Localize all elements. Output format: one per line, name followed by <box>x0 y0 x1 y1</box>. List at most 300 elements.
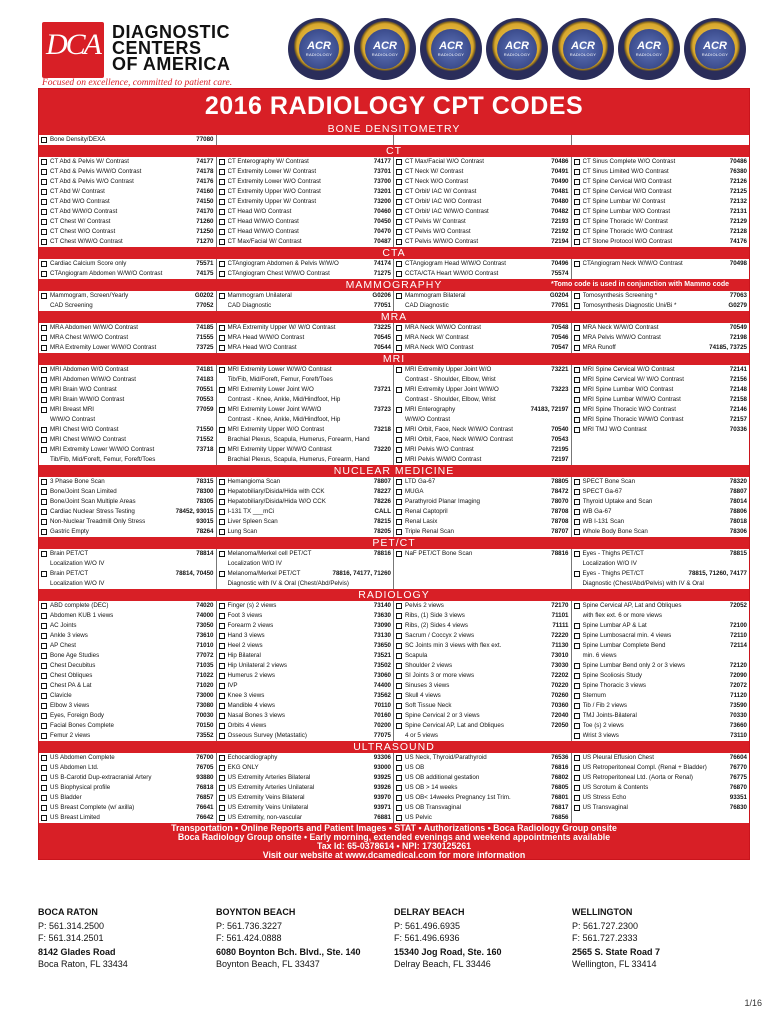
procedure-row[interactable] <box>39 773 216 783</box>
procedure-checkbox[interactable] <box>41 733 47 739</box>
procedure-row[interactable] <box>39 269 216 279</box>
procedure-row[interactable] <box>39 517 216 527</box>
procedure-checkbox[interactable] <box>41 785 47 791</box>
procedure-checkbox[interactable] <box>396 509 402 515</box>
procedure-checkbox[interactable] <box>219 271 225 277</box>
procedure-checkbox[interactable] <box>396 499 402 505</box>
procedure-row[interactable] <box>572 569 750 579</box>
procedure-checkbox[interactable] <box>396 189 402 195</box>
procedure-checkbox[interactable] <box>41 765 47 771</box>
procedure-checkbox[interactable] <box>219 529 225 535</box>
procedure-checkbox[interactable] <box>574 529 580 535</box>
procedure-checkbox[interactable] <box>219 325 225 331</box>
procedure-row[interactable] <box>572 227 750 237</box>
procedure-row[interactable] <box>572 517 750 527</box>
procedure-checkbox[interactable] <box>219 785 225 791</box>
procedure-checkbox[interactable] <box>41 775 47 781</box>
procedure-row[interactable] <box>572 621 750 631</box>
procedure-row[interactable] <box>572 415 750 425</box>
procedure-checkbox[interactable] <box>574 345 580 351</box>
procedure-row[interactable] <box>217 237 394 247</box>
procedure-checkbox[interactable] <box>41 293 47 299</box>
procedure-checkbox[interactable] <box>41 479 47 485</box>
procedure-row[interactable] <box>572 601 750 611</box>
procedure-checkbox[interactable] <box>396 551 402 557</box>
procedure-row[interactable] <box>572 711 750 721</box>
procedure-checkbox[interactable] <box>41 229 47 235</box>
procedure-row[interactable] <box>394 497 571 507</box>
procedure-row[interactable] <box>217 701 394 711</box>
procedure-row[interactable] <box>217 323 394 333</box>
procedure-checkbox[interactable] <box>574 499 580 505</box>
procedure-row[interactable] <box>217 333 394 343</box>
procedure-checkbox[interactable] <box>396 159 402 165</box>
procedure-checkbox[interactable] <box>574 723 580 729</box>
procedure-row[interactable] <box>39 187 216 197</box>
procedure-row[interactable] <box>572 237 750 247</box>
procedure-checkbox[interactable] <box>396 643 402 649</box>
procedure-checkbox[interactable] <box>574 509 580 515</box>
procedure-row[interactable] <box>39 207 216 217</box>
procedure-row[interactable] <box>572 217 750 227</box>
procedure-checkbox[interactable] <box>574 199 580 205</box>
procedure-checkbox[interactable] <box>219 571 225 577</box>
procedure-checkbox[interactable] <box>41 397 47 403</box>
procedure-row[interactable] <box>394 803 571 813</box>
procedure-row[interactable] <box>217 631 394 641</box>
procedure-row[interactable] <box>572 527 750 537</box>
procedure-checkbox[interactable] <box>396 447 402 453</box>
procedure-row[interactable] <box>572 333 750 343</box>
procedure-row[interactable] <box>572 375 750 385</box>
procedure-checkbox[interactable] <box>574 805 580 811</box>
procedure-checkbox[interactable] <box>574 367 580 373</box>
procedure-checkbox[interactable] <box>396 387 402 393</box>
procedure-checkbox[interactable] <box>219 723 225 729</box>
procedure-row[interactable] <box>217 157 394 167</box>
procedure-row[interactable] <box>572 177 750 187</box>
procedure-checkbox[interactable] <box>219 755 225 761</box>
procedure-checkbox[interactable] <box>396 457 402 463</box>
procedure-checkbox[interactable] <box>41 261 47 267</box>
procedure-row[interactable] <box>394 517 571 527</box>
procedure-checkbox[interactable] <box>219 179 225 185</box>
procedure-row[interactable] <box>217 259 394 269</box>
procedure-row[interactable] <box>39 611 216 621</box>
procedure-checkbox[interactable] <box>396 407 402 413</box>
procedure-row[interactable] <box>394 507 571 517</box>
procedure-row[interactable] <box>394 177 571 187</box>
procedure-checkbox[interactable] <box>219 479 225 485</box>
procedure-checkbox[interactable] <box>219 653 225 659</box>
procedure-checkbox[interactable] <box>219 499 225 505</box>
procedure-row[interactable] <box>217 721 394 731</box>
procedure-checkbox[interactable] <box>219 239 225 245</box>
procedure-checkbox[interactable] <box>41 693 47 699</box>
procedure-row[interactable] <box>572 301 750 311</box>
procedure-row[interactable] <box>394 259 571 269</box>
procedure-row[interactable] <box>217 405 394 415</box>
procedure-checkbox[interactable] <box>219 169 225 175</box>
procedure-row[interactable] <box>217 507 394 517</box>
procedure-checkbox[interactable] <box>396 489 402 495</box>
procedure-row[interactable] <box>394 773 571 783</box>
procedure-row[interactable] <box>39 651 216 661</box>
procedure-checkbox[interactable] <box>219 683 225 689</box>
procedure-checkbox[interactable] <box>396 479 402 485</box>
procedure-row[interactable] <box>39 291 216 301</box>
procedure-row[interactable] <box>572 405 750 415</box>
procedure-checkbox[interactable] <box>574 397 580 403</box>
procedure-row[interactable] <box>217 549 394 559</box>
procedure-checkbox[interactable] <box>41 673 47 679</box>
procedure-row[interactable] <box>572 187 750 197</box>
procedure-row[interactable] <box>217 385 394 395</box>
procedure-row[interactable] <box>572 207 750 217</box>
procedure-row[interactable] <box>39 167 216 177</box>
procedure-checkbox[interactable] <box>396 703 402 709</box>
procedure-checkbox[interactable] <box>574 209 580 215</box>
procedure-checkbox[interactable] <box>396 199 402 205</box>
procedure-row[interactable] <box>394 291 571 301</box>
procedure-row[interactable] <box>39 631 216 641</box>
procedure-row[interactable] <box>39 435 216 445</box>
procedure-row[interactable] <box>572 497 750 507</box>
procedure-checkbox[interactable] <box>219 663 225 669</box>
procedure-row[interactable] <box>217 187 394 197</box>
procedure-row[interactable] <box>394 365 571 375</box>
procedure-row[interactable] <box>217 803 394 813</box>
procedure-row[interactable] <box>39 621 216 631</box>
procedure-row[interactable] <box>394 793 571 803</box>
procedure-checkbox[interactable] <box>574 571 580 577</box>
procedure-checkbox[interactable] <box>41 179 47 185</box>
procedure-checkbox[interactable] <box>41 703 47 709</box>
procedure-row[interactable] <box>217 477 394 487</box>
procedure-checkbox[interactable] <box>574 673 580 679</box>
procedure-checkbox[interactable] <box>219 293 225 299</box>
procedure-checkbox[interactable] <box>41 653 47 659</box>
procedure-checkbox[interactable] <box>41 509 47 515</box>
procedure-checkbox[interactable] <box>219 733 225 739</box>
procedure-checkbox[interactable] <box>396 713 402 719</box>
procedure-row[interactable] <box>217 425 394 435</box>
procedure-checkbox[interactable] <box>41 427 47 433</box>
procedure-row[interactable] <box>394 487 571 497</box>
procedure-checkbox[interactable] <box>41 499 47 505</box>
procedure-checkbox[interactable] <box>41 633 47 639</box>
procedure-checkbox[interactable] <box>396 693 402 699</box>
procedure-checkbox[interactable] <box>396 785 402 791</box>
procedure-row[interactable] <box>572 487 750 497</box>
procedure-checkbox[interactable] <box>396 427 402 433</box>
procedure-row[interactable] <box>39 661 216 671</box>
procedure-row[interactable] <box>217 269 394 279</box>
procedure-checkbox[interactable] <box>41 643 47 649</box>
procedure-checkbox[interactable] <box>219 519 225 525</box>
procedure-checkbox[interactable] <box>396 755 402 761</box>
procedure-row[interactable] <box>39 323 216 333</box>
procedure-row[interactable] <box>394 691 571 701</box>
procedure-row[interactable] <box>394 445 571 455</box>
procedure-checkbox[interactable] <box>574 693 580 699</box>
procedure-checkbox[interactable] <box>219 189 225 195</box>
procedure-checkbox[interactable] <box>574 427 580 433</box>
procedure-checkbox[interactable] <box>41 335 47 341</box>
procedure-row[interactable] <box>394 217 571 227</box>
procedure-row[interactable] <box>39 793 216 803</box>
procedure-checkbox[interactable] <box>41 529 47 535</box>
procedure-row[interactable] <box>394 425 571 435</box>
procedure-row[interactable] <box>394 435 571 445</box>
procedure-checkbox[interactable] <box>219 815 225 821</box>
procedure-checkbox[interactable] <box>396 673 402 679</box>
procedure-row[interactable] <box>394 187 571 197</box>
procedure-checkbox[interactable] <box>41 367 47 373</box>
procedure-checkbox[interactable] <box>574 795 580 801</box>
procedure-row[interactable] <box>39 197 216 207</box>
procedure-checkbox[interactable] <box>396 603 402 609</box>
procedure-row[interactable] <box>394 385 571 395</box>
procedure-row[interactable] <box>39 803 216 813</box>
procedure-row[interactable] <box>572 157 750 167</box>
procedure-row[interactable] <box>572 661 750 671</box>
procedure-checkbox[interactable] <box>574 623 580 629</box>
procedure-checkbox[interactable] <box>396 367 402 373</box>
procedure-row[interactable] <box>39 813 216 823</box>
procedure-checkbox[interactable] <box>574 551 580 557</box>
procedure-checkbox[interactable] <box>574 713 580 719</box>
procedure-checkbox[interactable] <box>396 293 402 299</box>
procedure-row[interactable] <box>572 753 750 763</box>
procedure-checkbox[interactable] <box>219 703 225 709</box>
procedure-row[interactable] <box>394 631 571 641</box>
procedure-checkbox[interactable] <box>219 713 225 719</box>
procedure-checkbox[interactable] <box>574 785 580 791</box>
procedure-row[interactable] <box>217 813 394 823</box>
procedure-row[interactable] <box>39 549 216 559</box>
procedure-row[interactable] <box>39 527 216 537</box>
procedure-checkbox[interactable] <box>41 345 47 351</box>
procedure-checkbox[interactable] <box>574 489 580 495</box>
procedure-row[interactable] <box>217 773 394 783</box>
procedure-checkbox[interactable] <box>396 239 402 245</box>
procedure-checkbox[interactable] <box>574 633 580 639</box>
procedure-checkbox[interactable] <box>41 159 47 165</box>
procedure-checkbox[interactable] <box>41 169 47 175</box>
procedure-checkbox[interactable] <box>219 387 225 393</box>
procedure-row[interactable] <box>39 259 216 269</box>
procedure-checkbox[interactable] <box>396 437 402 443</box>
procedure-checkbox[interactable] <box>574 417 580 423</box>
procedure-checkbox[interactable] <box>574 663 580 669</box>
procedure-row[interactable] <box>217 783 394 793</box>
procedure-row[interactable] <box>394 701 571 711</box>
procedure-checkbox[interactable] <box>41 489 47 495</box>
procedure-checkbox[interactable] <box>574 643 580 649</box>
procedure-row[interactable] <box>572 773 750 783</box>
procedure-row[interactable] <box>572 365 750 375</box>
procedure-row[interactable] <box>394 227 571 237</box>
procedure-row[interactable] <box>217 651 394 661</box>
procedure-row[interactable] <box>217 167 394 177</box>
procedure-row[interactable] <box>39 227 216 237</box>
procedure-checkbox[interactable] <box>396 775 402 781</box>
procedure-row[interactable] <box>394 405 571 415</box>
procedure-checkbox[interactable] <box>41 447 47 453</box>
procedure-checkbox[interactable] <box>574 229 580 235</box>
procedure-row[interactable] <box>217 207 394 217</box>
procedure-checkbox[interactable] <box>219 219 225 225</box>
procedure-checkbox[interactable] <box>396 633 402 639</box>
procedure-row[interactable] <box>217 711 394 721</box>
procedure-checkbox[interactable] <box>574 755 580 761</box>
procedure-checkbox[interactable] <box>219 335 225 341</box>
procedure-row[interactable] <box>39 157 216 167</box>
procedure-checkbox[interactable] <box>219 229 225 235</box>
procedure-row[interactable] <box>217 731 394 741</box>
procedure-row[interactable] <box>394 621 571 631</box>
procedure-row[interactable] <box>572 701 750 711</box>
procedure-checkbox[interactable] <box>574 169 580 175</box>
procedure-checkbox[interactable] <box>396 261 402 267</box>
procedure-row[interactable] <box>394 721 571 731</box>
procedure-row[interactable] <box>39 425 216 435</box>
procedure-checkbox[interactable] <box>396 683 402 689</box>
procedure-row[interactable] <box>572 425 750 435</box>
procedure-row[interactable] <box>217 487 394 497</box>
procedure-checkbox[interactable] <box>396 179 402 185</box>
procedure-row[interactable] <box>217 527 394 537</box>
procedure-checkbox[interactable] <box>396 335 402 341</box>
procedure-row[interactable] <box>572 343 750 353</box>
procedure-row[interactable] <box>217 197 394 207</box>
procedure-row[interactable] <box>39 135 216 145</box>
procedure-checkbox[interactable] <box>396 653 402 659</box>
procedure-checkbox[interactable] <box>41 271 47 277</box>
procedure-row[interactable] <box>39 497 216 507</box>
procedure-row[interactable] <box>394 813 571 823</box>
procedure-row[interactable] <box>394 611 571 621</box>
procedure-row[interactable] <box>394 237 571 247</box>
procedure-row[interactable] <box>572 763 750 773</box>
procedure-row[interactable] <box>394 527 571 537</box>
procedure-row[interactable] <box>39 395 216 405</box>
procedure-checkbox[interactable] <box>396 345 402 351</box>
procedure-checkbox[interactable] <box>574 603 580 609</box>
procedure-checkbox[interactable] <box>41 387 47 393</box>
procedure-row[interactable] <box>217 681 394 691</box>
procedure-row[interactable] <box>39 217 216 227</box>
procedure-row[interactable] <box>572 197 750 207</box>
procedure-checkbox[interactable] <box>396 613 402 619</box>
procedure-row[interactable] <box>39 405 216 415</box>
procedure-checkbox[interactable] <box>574 775 580 781</box>
procedure-checkbox[interactable] <box>219 693 225 699</box>
procedure-checkbox[interactable] <box>396 723 402 729</box>
procedure-checkbox[interactable] <box>41 437 47 443</box>
procedure-checkbox[interactable] <box>574 335 580 341</box>
procedure-row[interactable] <box>572 291 750 301</box>
procedure-row[interactable] <box>572 477 750 487</box>
procedure-row[interactable] <box>39 569 216 579</box>
procedure-row[interactable] <box>394 323 571 333</box>
procedure-checkbox[interactable] <box>219 633 225 639</box>
procedure-row[interactable] <box>217 343 394 353</box>
procedure-row[interactable] <box>394 343 571 353</box>
procedure-row[interactable] <box>217 691 394 701</box>
procedure-checkbox[interactable] <box>219 603 225 609</box>
procedure-checkbox[interactable] <box>574 219 580 225</box>
procedure-row[interactable] <box>572 507 750 517</box>
procedure-row[interactable] <box>394 681 571 691</box>
procedure-checkbox[interactable] <box>219 489 225 495</box>
procedure-row[interactable] <box>39 731 216 741</box>
procedure-checkbox[interactable] <box>574 293 580 299</box>
procedure-checkbox[interactable] <box>396 623 402 629</box>
procedure-checkbox[interactable] <box>219 795 225 801</box>
procedure-checkbox[interactable] <box>219 407 225 413</box>
procedure-row[interactable] <box>217 621 394 631</box>
procedure-row[interactable] <box>39 333 216 343</box>
procedure-checkbox[interactable] <box>219 427 225 433</box>
procedure-checkbox[interactable] <box>41 623 47 629</box>
procedure-row[interactable] <box>39 763 216 773</box>
procedure-checkbox[interactable] <box>574 387 580 393</box>
procedure-checkbox[interactable] <box>219 613 225 619</box>
procedure-checkbox[interactable] <box>574 303 580 309</box>
procedure-checkbox[interactable] <box>41 219 47 225</box>
procedure-checkbox[interactable] <box>41 551 47 557</box>
procedure-checkbox[interactable] <box>41 723 47 729</box>
procedure-checkbox[interactable] <box>574 261 580 267</box>
procedure-row[interactable] <box>39 753 216 763</box>
procedure-row[interactable] <box>394 477 571 487</box>
procedure-checkbox[interactable] <box>41 407 47 413</box>
procedure-checkbox[interactable] <box>219 623 225 629</box>
procedure-row[interactable] <box>217 227 394 237</box>
procedure-row[interactable] <box>39 365 216 375</box>
procedure-row[interactable] <box>39 487 216 497</box>
procedure-checkbox[interactable] <box>41 239 47 245</box>
procedure-row[interactable] <box>217 611 394 621</box>
procedure-row[interactable] <box>39 681 216 691</box>
procedure-checkbox[interactable] <box>396 229 402 235</box>
procedure-checkbox[interactable] <box>219 805 225 811</box>
procedure-row[interactable] <box>394 333 571 343</box>
procedure-checkbox[interactable] <box>396 169 402 175</box>
procedure-row[interactable] <box>39 721 216 731</box>
procedure-row[interactable] <box>572 783 750 793</box>
procedure-checkbox[interactable] <box>219 765 225 771</box>
procedure-row[interactable] <box>572 385 750 395</box>
procedure-row[interactable] <box>572 631 750 641</box>
procedure-checkbox[interactable] <box>41 325 47 331</box>
procedure-row[interactable] <box>217 661 394 671</box>
procedure-row[interactable] <box>39 601 216 611</box>
procedure-row[interactable] <box>217 291 394 301</box>
procedure-row[interactable] <box>572 731 750 741</box>
procedure-checkbox[interactable] <box>219 551 225 557</box>
procedure-row[interactable] <box>217 793 394 803</box>
procedure-row[interactable] <box>394 763 571 773</box>
procedure-row[interactable] <box>572 803 750 813</box>
procedure-row[interactable] <box>39 671 216 681</box>
procedure-checkbox[interactable] <box>574 765 580 771</box>
procedure-row[interactable] <box>217 497 394 507</box>
procedure-checkbox[interactable] <box>41 199 47 205</box>
procedure-checkbox[interactable] <box>41 603 47 609</box>
